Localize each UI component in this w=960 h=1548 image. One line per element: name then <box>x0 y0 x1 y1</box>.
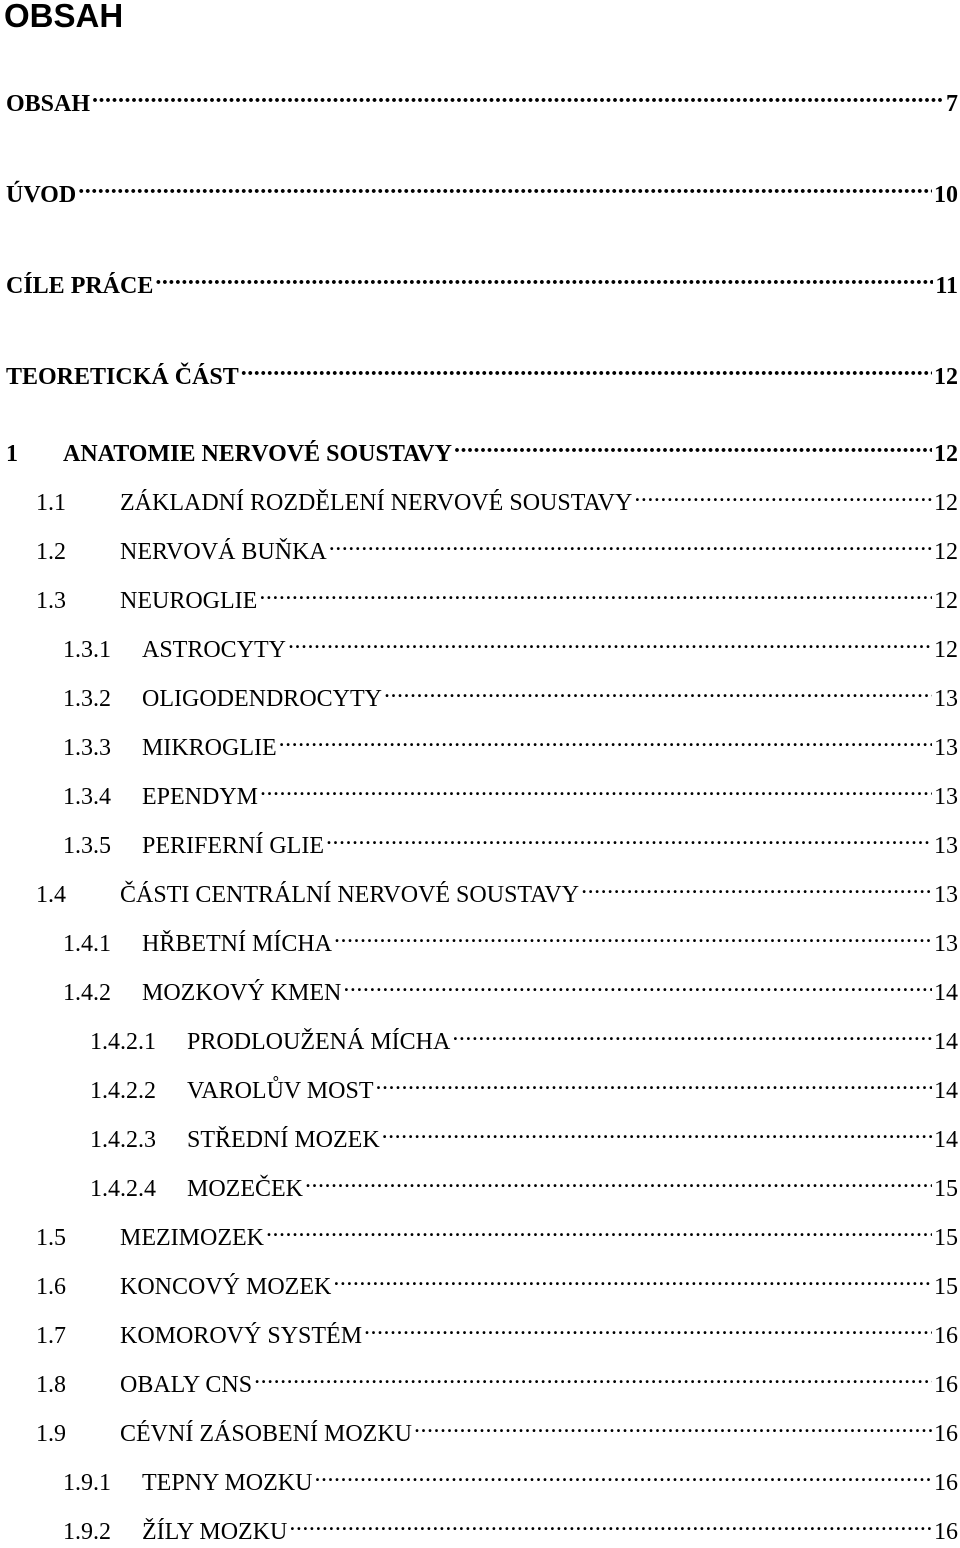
toc-entry-title: STŘEDNÍ MOZEK <box>187 1127 380 1153</box>
toc-entry-page: 15 <box>934 1225 958 1251</box>
toc-entry-title: ASTROCYTY <box>142 637 287 663</box>
toc-entry[interactable] <box>0 919 958 957</box>
toc-entry-page: 13 <box>934 735 958 761</box>
toc-leader-dots <box>382 1115 932 1147</box>
toc-entry-page: 12 <box>934 539 958 565</box>
toc-entry-title: ČÁSTI CENTRÁLNÍ NERVOVÉ SOUSTAVY <box>120 882 580 908</box>
toc-entry[interactable] <box>0 1262 958 1300</box>
toc-entry-number: 1.3.1 <box>63 637 111 663</box>
toc-entry-number: 1.9.2 <box>63 1519 111 1545</box>
toc-entry-title: VAROLŮV MOST <box>187 1078 374 1104</box>
toc-leader-dots <box>343 968 932 1000</box>
toc-leader-dots <box>259 576 932 608</box>
toc-entry-page: 15 <box>934 1274 958 1300</box>
toc-entry[interactable] <box>0 772 958 810</box>
toc-entry-title: KONCOVÝ MOZEK <box>120 1274 332 1300</box>
toc-entry-number: 1.9 <box>36 1421 66 1447</box>
toc-entry-number: 1.3 <box>36 588 66 614</box>
toc-entry-title: PERIFERNÍ GLIE <box>142 833 324 859</box>
toc-entry[interactable] <box>0 1164 958 1202</box>
toc-entry-title: OBSAH <box>6 91 91 117</box>
toc-entry[interactable] <box>0 352 958 390</box>
toc-entry[interactable] <box>0 968 958 1006</box>
toc-leader-dots <box>634 478 932 510</box>
toc-entry-title: MOZKOVÝ KMEN <box>142 980 342 1006</box>
toc-leader-dots <box>452 1017 932 1049</box>
toc-entry[interactable] <box>0 1017 958 1055</box>
toc-entry[interactable] <box>0 1507 958 1545</box>
toc-leader-dots <box>314 1458 932 1490</box>
toc-entry-title: ANATOMIE NERVOVÉ SOUSTAVY <box>63 441 452 467</box>
toc-leader-dots <box>155 261 933 293</box>
toc-entry-page: 16 <box>934 1470 958 1496</box>
toc-entry-page: 14 <box>934 1078 958 1104</box>
toc-entry-title: MIKROGLIE <box>142 735 277 761</box>
toc-leader-dots <box>254 1360 932 1392</box>
toc-leader-dots <box>333 1262 932 1294</box>
toc-entry-page: 11 <box>935 273 958 299</box>
page-title: OBSAH <box>4 0 124 34</box>
toc-leader-dots <box>78 170 932 202</box>
toc-entry-number: 1.4.1 <box>63 931 111 957</box>
toc-entry-page: 14 <box>934 980 958 1006</box>
toc-leader-dots <box>414 1409 932 1441</box>
toc-entry-page: 10 <box>934 182 958 208</box>
toc-entry-number: 1.4 <box>36 882 66 908</box>
toc-entry[interactable] <box>0 1458 958 1496</box>
toc-leader-dots <box>260 772 932 804</box>
toc-entry-page: 16 <box>934 1323 958 1349</box>
toc-entry[interactable] <box>0 870 958 908</box>
toc-entry-title: HŘBETNÍ MÍCHA <box>142 931 332 957</box>
toc-entry-title: NERVOVÁ BUŇKA <box>120 539 327 565</box>
toc-entry-page: 14 <box>934 1029 958 1055</box>
toc-entry-number: 1.3.3 <box>63 735 111 761</box>
toc-leader-dots <box>364 1311 932 1343</box>
toc-entry[interactable] <box>0 261 958 299</box>
toc-entry-number: 1.7 <box>36 1323 66 1349</box>
toc-leader-dots <box>305 1164 932 1196</box>
toc-entry[interactable] <box>0 1066 958 1104</box>
toc-entry[interactable] <box>0 1409 958 1447</box>
toc-entry-number: 1.3.4 <box>63 784 111 810</box>
toc-entry-title: NEUROGLIE <box>120 588 258 614</box>
toc-entry[interactable] <box>0 170 958 208</box>
toc-entry-page: 13 <box>934 686 958 712</box>
toc-entry-number: 1.4.2.1 <box>90 1029 156 1055</box>
toc-entry-number: 1.6 <box>36 1274 66 1300</box>
toc-entry[interactable] <box>0 625 958 663</box>
toc-entry[interactable] <box>0 429 958 467</box>
toc-entry-page: 12 <box>934 637 958 663</box>
toc-entry-number: 1.5 <box>36 1225 66 1251</box>
toc-leader-dots <box>375 1066 932 1098</box>
toc-entry-number: 1.4.2 <box>63 980 111 1006</box>
toc-leader-dots <box>581 870 932 902</box>
toc-entry[interactable] <box>0 674 958 712</box>
toc-leader-dots <box>326 821 932 853</box>
toc-leader-dots <box>384 674 932 706</box>
toc-entry-page: 16 <box>934 1421 958 1447</box>
toc-leader-dots <box>241 352 932 384</box>
toc-entry-title: OLIGODENDROCYTY <box>142 686 382 712</box>
toc-entry-title: CÍLE PRÁCE <box>6 273 154 299</box>
toc-entry-number: 1.9.1 <box>63 1470 111 1496</box>
toc-entry-number: 1.4.2.3 <box>90 1127 156 1153</box>
toc-entry-title: PRODLOUŽENÁ MÍCHA <box>187 1029 451 1055</box>
toc-entry-title: MEZIMOZEK <box>120 1225 264 1251</box>
toc-entry[interactable] <box>0 1115 958 1153</box>
toc-entry-title: ZÁKLADNÍ ROZDĚLENÍ NERVOVÉ SOUSTAVY <box>120 490 633 516</box>
toc-entry-title: MOZEČEK <box>187 1176 303 1202</box>
toc-entry[interactable] <box>0 478 958 516</box>
toc-entry[interactable] <box>0 1311 958 1349</box>
toc-entry[interactable] <box>0 723 958 761</box>
toc-entry[interactable] <box>0 79 958 117</box>
toc-entry-number: 1.4.2.4 <box>90 1176 156 1202</box>
toc-entry-page: 13 <box>934 882 958 908</box>
toc-entry[interactable] <box>0 527 958 565</box>
toc-entry-number: 1.4.2.2 <box>90 1078 156 1104</box>
toc-entry[interactable] <box>0 1213 958 1251</box>
toc-leader-dots <box>329 527 932 559</box>
toc-entry-title: TEORETICKÁ ČÁST <box>6 364 239 390</box>
toc-entry-page: 15 <box>934 1176 958 1202</box>
toc-leader-dots <box>334 919 932 951</box>
toc-entry[interactable] <box>0 1360 958 1398</box>
toc-leader-dots <box>92 79 942 111</box>
toc-entry-page: 13 <box>934 784 958 810</box>
toc-entry-title: ÚVOD <box>6 182 77 208</box>
toc-leader-dots <box>454 429 932 461</box>
toc-leader-dots <box>279 723 932 755</box>
toc-entry-title: KOMOROVÝ SYSTÉM <box>120 1323 363 1349</box>
toc-entry-number: 1.3.5 <box>63 833 111 859</box>
toc-entry-page: 13 <box>934 833 958 859</box>
toc-entry-page: 16 <box>934 1519 958 1545</box>
toc-leader-dots <box>289 1507 932 1539</box>
toc-entry-title: CÉVNÍ ZÁSOBENÍ MOZKU <box>120 1421 412 1447</box>
toc-entry-page: 16 <box>934 1372 958 1398</box>
toc-entry-page: 13 <box>934 931 958 957</box>
toc-entry[interactable] <box>0 821 958 859</box>
toc-leader-dots <box>266 1213 932 1245</box>
toc-entry-title: OBALY CNS <box>120 1372 253 1398</box>
toc-entry-page: 12 <box>934 364 958 390</box>
toc-entry-title: ŽÍLY MOZKU <box>142 1519 288 1545</box>
toc-entry-title: EPENDYM <box>142 784 259 810</box>
toc-entry-page: 12 <box>934 490 958 516</box>
toc-entry[interactable] <box>0 576 958 614</box>
toc-entry-number: 1.3.2 <box>63 686 111 712</box>
toc-entry-number: 1.2 <box>36 539 66 565</box>
toc-entry-page: 14 <box>934 1127 958 1153</box>
toc-leader-dots <box>288 625 932 657</box>
toc-entry-number: 1.1 <box>36 490 66 516</box>
toc-entry-page: 12 <box>934 588 958 614</box>
toc-entry-number: 1 <box>6 441 18 467</box>
toc-entry-page: 7 <box>946 91 958 117</box>
toc-entry-page: 12 <box>934 441 958 467</box>
toc-entry-title: TEPNY MOZKU <box>142 1470 313 1496</box>
toc-entry-number: 1.8 <box>36 1372 66 1398</box>
